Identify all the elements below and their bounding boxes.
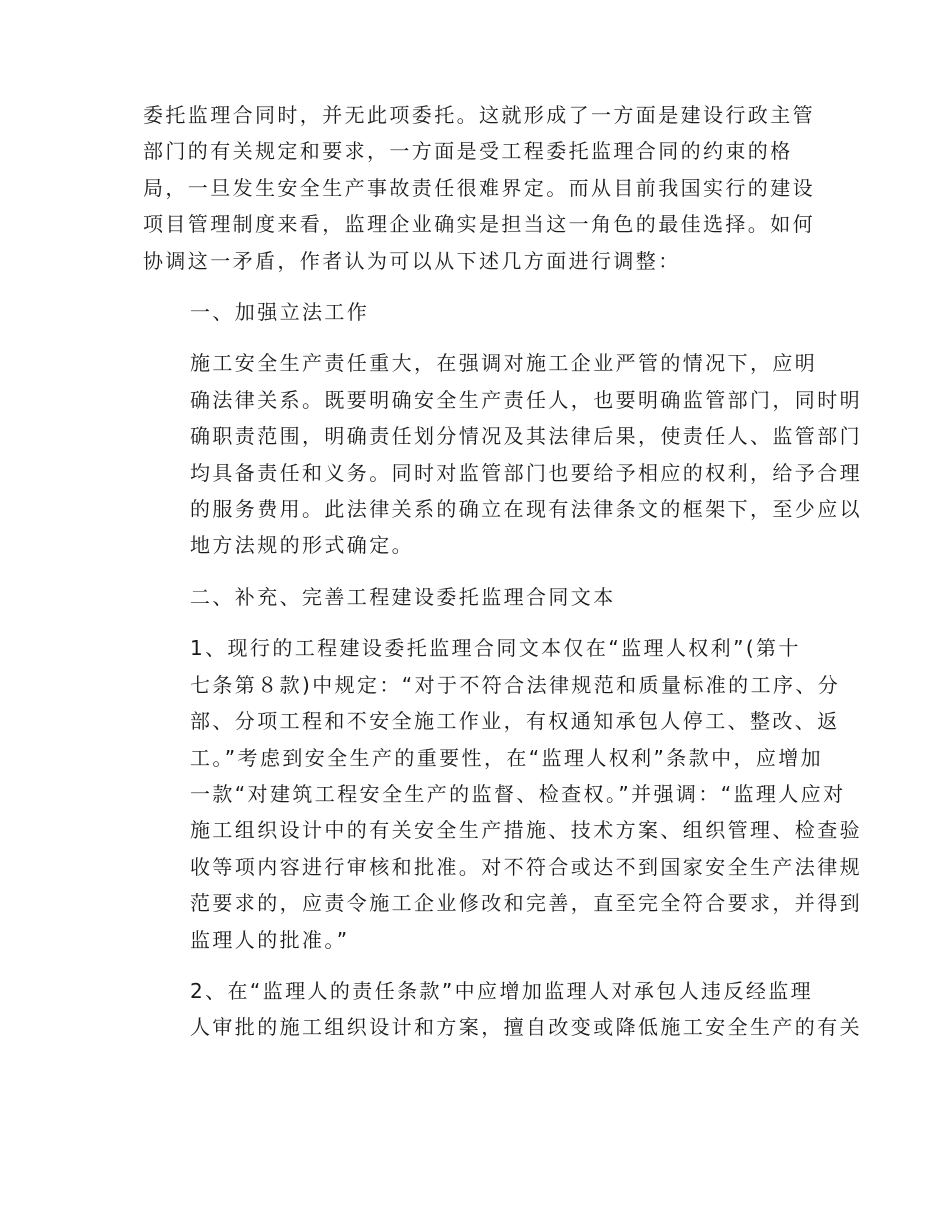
paragraph-intro xyxy=(143,97,815,279)
text-line: 确职责范围，明确责任划分情况及其法律后果，使责任人、监管部门 xyxy=(190,424,862,449)
text-line: 一款“对建筑工程安全生产的监督、检查权。”并强调：“监理人应对 xyxy=(190,781,846,806)
text-line: 范要求的，应责令施工企业修改和完善，直至完全符合要求，并得到 xyxy=(190,891,862,916)
text-line: 部门的有关规定和要求，一方面是受工程委托监理合同的约束的格 xyxy=(143,139,793,164)
text-line: 的服务费用。此法律关系的确立在现有法律条文的框架下，至少应以 xyxy=(190,497,862,522)
text-line: 地方法规的形式确定。 xyxy=(190,533,414,558)
paragraph-item-2 xyxy=(143,973,862,1046)
text-line: 项目管理制度来看，监理企业确实是担当这一角色的最佳选择。如何 xyxy=(143,212,815,237)
text-line: 监理人的批准。” xyxy=(190,927,350,952)
text-line: 部、分项工程和不安全施工作业，有权通知承包人停工、整改、返 xyxy=(190,709,840,734)
text-line: 工。”考虑到安全生产的重要性，在“监理人权利”条款中，应增加 xyxy=(190,745,824,770)
text-line: 施工安全生产责任重大，在强调对施工企业严管的情况下，应明 xyxy=(190,351,818,376)
text-line: 协调这一矛盾，作者认为可以从下述几方面进行调整： xyxy=(143,248,681,273)
heading-text: 二、补充、完善工程建设委托监理合同文本 xyxy=(190,584,616,609)
section-heading-contract xyxy=(143,579,810,615)
text-line: 确法律关系。既要明确安全生产责任人，也要明确监管部门，同时明 xyxy=(190,387,862,412)
text-line: 施工组织设计中的有关安全生产措施、技术方案、组织管理、检查验 xyxy=(190,818,862,843)
text-line: 收等项内容进行审核和批准。对不符合或达不到国家安全生产法律规 xyxy=(190,854,862,879)
section-heading-legislation xyxy=(143,294,810,330)
text-line: 1、现行的工程建设委托监理合同文本仅在“监理人权利”(第十 xyxy=(190,636,801,661)
text-line: 委托监理合同时，并无此项委托。这就形成了一方面是建设行政主管 xyxy=(143,103,815,127)
text-line: 七条第８款)中规定：“对于不符合法律规范和质量标准的工序、分 xyxy=(190,672,841,697)
text-line: 局，一旦发生安全生产事故责任很难界定。而从目前我国实行的建设 xyxy=(143,175,815,200)
paragraph-item-1 xyxy=(143,630,862,958)
heading-text: 一、加强立法工作 xyxy=(190,300,370,325)
paragraph-legislation xyxy=(143,345,862,563)
text-line: 均具备责任和义务。同时对监管部门也要给予相应的权利，给予合理 xyxy=(190,460,862,485)
text-line: 人审批的施工组织设计和方案，擅自改变或降低施工安全生产的有关 xyxy=(190,1015,862,1040)
text-line: 2、在“监理人的责任条款”中应增加监理人对承包人违反经监理 xyxy=(190,978,814,1003)
